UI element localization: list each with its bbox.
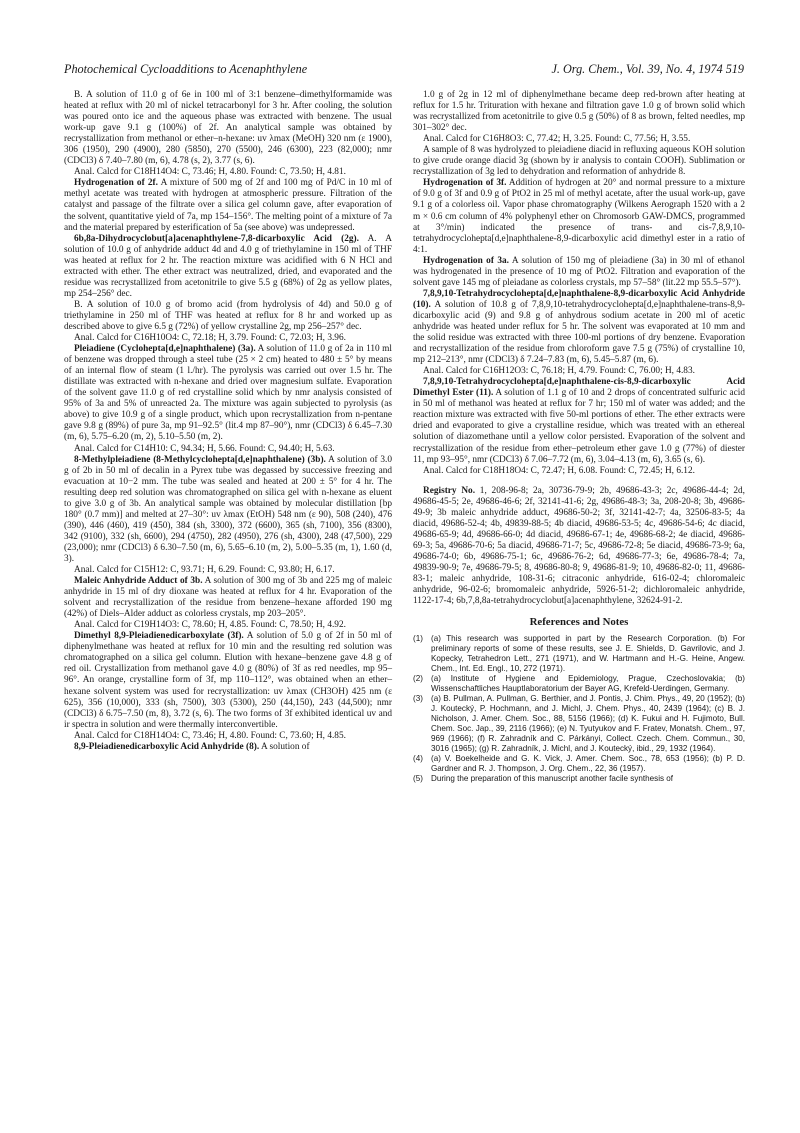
paragraph-text: B. A solution of 11.0 g of 6e in 100 ml of 3:1 benzene–dimethylformamide was heated at reflux with 20 ml of nickel tetracarbonyl for 3 hr. After cooling, the solution was poured onto ice and the aqueous phase was extracted with benzene. The usual work-up gave 9.1 g (100%) of 2f. An analytical sample was obtained by recrystallization from methanol or ether–n-hexane: uv λmax (MeOH) 320 nm (ε 1900), 306 (1950), 290 (4900), 280 (5850), 270 (5500), 246 (6300), 223 (82,000); nmr (CDCl3) δ 7.40–7.80 (m, 6), 4.78 (s, 2), 3.77 (s, 6).: [64, 90, 392, 167]
paragraph: [64, 333, 392, 344]
paragraph-heading: 7,8,9,10-Tetrahydrocyclohepta[d,e]naphthalene-8,9-dicarboxylic Acid Anhydride (10).: [413, 288, 745, 310]
paragraph-text: Addition of hydrogen at 20° and normal pressure to a mixture of 9.0 g of 3f and 0.9 g of PtO2 in 25 ml of methyl acetate, after the usual work-up, gave 9.1 g of a colorless oil. Vapor phase chromatography (Wilkens Aerograph 1520 with a 2 m × 0.6 cm column of 4% polyphenyl ether on Chromosorb GAW-DMCS, programmed at 3°/min) indicated the presence of trans- and cis-7,8,9,10-tetrahydrocyclohepta[d,e]naphthalene-8,9-dicarboxylic acid dimethyl ester in a ratio of 4:1.: [413, 178, 745, 255]
paragraph-text: A solution of 300 mg of 3b and 225 mg of maleic anhydride in 15 ml of dry dioxane was heated at reflux for 4 hr. Evaporation of the solvent and recrystallization of the residue from benzene–hexane afforded 190 mg (42%) of Diels–Alder adduct as colorless crystals, mp 203–205°.: [64, 576, 392, 620]
registry-lead: Registry No.: [423, 485, 476, 496]
paragraph-text: A solution of 150 mg of pleiadiene (3a) in 30 ml of ethanol was hydrogenated in the presence of 10 mg of PtO2. Filtration and evaporation of the solvent gave 145 mg of pleiadane as colorless crystals, mp 57–58° (lit.22 mp 55.5–57°).: [413, 255, 746, 288]
paragraph-heading: Maleic Anhydride Adduct of 3b.: [74, 576, 203, 587]
reference-text: (a) B. Pullman, A. Pullman, G. Berthier, and J. Pontis, J. Chim. Phys., 49, 20 (1952); (b) J. Koutecký, P. Hochmann, and J. Michl, J. Chem. Phys., 40, 2439 (1964); (c) B. J. Nicholson, J. Amer. Chem. Soc., 88, 5156 (1966); (d) K. Fukui and H. Fujimoto, Bull. Chem. Soc. Jap., 39, 2116 (1966); (e) N. Tyutyukov and F. Fratev, Monatsh. Chem., 97, 969 (1966); (f) R. Zahradník and C. Párkányi, Collect. Czech. Chem. Commun., 30, 3016 (1965); (g) R. Zahradník, J. Michl, and J. Koutecký, ibid., 29, 1932 (1964).: [431, 694, 745, 754]
paragraph-heading: Pleiadiene (Cyclohepta[d,e]naphthalene) (3a).: [74, 344, 256, 355]
paragraph: [413, 145, 745, 178]
paragraph-text: A solution of 1.1 g of 10 and 2 drops of concentrated sulfuric acid in 50 ml of methanol was heated at reflux for 7 hr; 150 ml of water was added; and the reaction mixture was extracted with five 50-ml portions of ether. The ether extracts were dried and evaporated to give a crystalline residue, which was treated with an ethereal solution of diazomethane until a yellow color persisted. Evaporation of the solvent and recrystallization of the residue from ether–petroleum ether gave 1.0 g (77%) of diester 11, mp 93–95°, nmr (CDCl3) δ 7.06–7.72 (m, 6), 3.04–4.13 (m, 6), 3.65 (s, 6).: [413, 388, 745, 465]
reference-text: (a) This research was supported in part by the Research Corporation. (b) For preliminary reports of some of these results, see J. E. Shields, D. Gavrilovic, and J. Kopecky, Tetrahedron Lett., 271 (1971), and W. Hartmann and H.-G. Heine, Angew. Chem., Int. Ed. Engl., 10, 272 (1971).: [431, 634, 745, 674]
reference-item: [413, 694, 745, 754]
paragraph-heading: Hydrogenation of 2f.: [74, 178, 158, 189]
reference-item: [413, 754, 745, 774]
paragraph: [64, 742, 392, 753]
paragraph: [64, 576, 392, 620]
reference-number: (2): [413, 674, 423, 684]
paragraph-heading: 6b,8a-Dihydrocyclobut[a]acenaphthylene-7,8-dicarboxylic Acid (2g).: [74, 233, 359, 244]
paragraph-text: A solution of: [259, 741, 310, 752]
references-list: [413, 634, 745, 784]
references-heading: References and Notes: [529, 616, 629, 629]
paragraph: [64, 565, 392, 576]
reference-number: (5): [413, 774, 423, 784]
paragraph: [64, 300, 392, 333]
reference-item: [413, 774, 745, 784]
reference-text: (a) V. Boekelheide and G. K. Vick, J. Amer. Chem. Soc., 78, 653 (1956); (b) P. D. Gardner and R. J. Thompson, J. Org. Chem., 22, 36 (1957).: [431, 754, 745, 774]
left-column: [64, 90, 392, 753]
paragraph: [64, 631, 392, 730]
reference-text: (a) Institute of Hygiene and Epidemiology, Prague, Czechoslovakia; (b) Wissenschaftliches Hauptlaboratorium der Bayer AG, Krefeld-Uerdingen, Germany.: [431, 674, 745, 694]
paragraph-text: Anal. Calcd for C16H10O4: C, 72.18; H, 3.79. Found: C, 72.03; H, 3.96.: [74, 333, 346, 344]
paragraph: [413, 377, 745, 465]
paragraph: [64, 344, 392, 443]
paragraph-text: Anal. Calcd for C16H8O3: C, 77.42; H, 3.25. Found: C, 77.56; H, 3.55.: [423, 134, 691, 145]
registry-numbers: [413, 486, 745, 608]
paragraph-text: 1.0 g of 2g in 12 ml of diphenylmethane became deep red-brown after heating at reflux for 1.5 hr. Trituration with hexane and filtration gave 1.0 g of brown solid which was recrystallized from acetonitrile to give 0.5 g (50%) of 8 as brown, felted needles, mp 301–302° dec.: [413, 90, 745, 134]
paragraph-heading: Hydrogenation of 3a.: [423, 255, 509, 266]
paragraph: [64, 90, 392, 167]
paragraph: [413, 366, 745, 377]
paragraph-text: A solution of 3.0 g of 2b in 50 ml of decalin in a Pyrex tube was degassed by successive freezing and evacuation at 10−2 mm. The tube was sealed and heated at 200 ± 5° for 4 hr. The resulting deep red solution was chromatographed on silica gel with n-hexane as eluent to give 3.0 g of 3b. An analytical sample was obtained by molecular distillation [bp 180° (0.7 mm)] and melted at 27–30°: uv λmax (EtOH) 548 nm (ε 90), 508 (240), 476 (390), 446 (460), 419 (450), 384 (sh, 3300), 372 (6600), 365 (sh, 7100), 356 (8300), 342 (9100), 332 (sh, 6600), 294 (4750), 282 (4950), 276 (sh, 4300), 248 (47,500), 229 (23,000); nmr (CDCl3) δ 6.30–7.50 (m, 6), 5.65–6.10 (m, 2), 5.00–5.35 (m, 1), 1.60 (d, 3).: [64, 454, 392, 564]
paragraph-heading: 7,8,9,10-Tetrahydrocyclohepta[d,e]naphthalene-cis-8,9-dicarboxylic Acid Dimethyl Ester (11).: [413, 377, 745, 399]
paragraph-text: Anal. Calcd for C16H12O3: C, 76.18; H, 4.79. Found: C, 76.00; H, 4.83.: [423, 366, 695, 377]
paragraph: [64, 178, 392, 233]
right-column: [413, 90, 745, 784]
paragraph: [413, 289, 745, 366]
paragraph-heading: 8,9-Pleiadienedicarboxylic Acid Anhydride (8).: [74, 741, 260, 752]
paragraph-text: B. A solution of 10.0 g of bromo acid (from hydrolysis of 4d) and 50.0 g of triethylamine in 250 ml of THF was heated at reflux for 8 hr and worked up as described above to give 6.5 g (72%) of yellow crystalline 2g, mp 256–257° dec.: [64, 299, 392, 332]
paragraph: [64, 234, 392, 300]
registry-text: 1, 208-96-8; 2a, 30736-79-9; 2b, 49686-43-3; 2c, 49686-44-4; 2d, 49686-45-5; 2e, 49686-46-6; 2f, 32141-41-6; 2g, 49686-48-3; 3a, 208-20-8; 3b, 49686-49-9; 3b maleic anhydride adduct, 49686-50-2; 3f, 32141-42-7; 4a, 32506-83-5; 4a diacid, 49686-52-4; 4b, 49839-88-5; 4b diacid, 49686-53-5; 4c, 49686-54-6; 4c diacid, 49686-65-9; 4d, 49686-66-0; 4d diacid, 49686-67-1; 4e, 49686-68-2; 4e diacid, 49686-69-3; 5a, 49686-70-6; 5a diacid, 49686-71-7; 5c, 49686-72-8; 5e diacid, 49686-73-9; 6a, 49686-74-0; 6b, 49686-75-1; 6c, 49686-76-2; 6d, 49686-77-3; 6e, 49686-78-4; 7a, 49839-90-9; 7e, 49686-79-5; 8, 49686-80-8; 9, 49686-81-9; 10, 49686-82-0; 11, 49686-83-1; maleic anhydride, 108-31-6; citraconic anhydride, 616-02-4; chloromaleic anhydride, 96-02-6; bromomaleic anhydride, 5926-51-2; dichloromaleic anhydride, 1122-17-4; 6b,7,8,8a-tetrahydrocyclobut[a]acenaphthylene, 32624-91-2.: [413, 485, 745, 607]
paragraph-text: A solution of 10.8 g of 7,8,9,10-tetrahydrocyclohepta[d,e]naphthalene-trans-8,9-dicarboxylic acid (9) and 9.8 g of anhydrous sodium acetate in 200 ml of acetic anhydride was heated under reflux for 5 hr. The solvent was evaporated at 10 mm and the solid residue was extracted with three 100-ml portions of dry benzene. Evaporation and recrystallization of the residue from chloroform gave 7.5 g (75%) of crystalline 10, mp 212–213°, nmr (CDCl3) δ 7.24–7.83 (m, 6), 5.45–5.87 (m, 6).: [413, 299, 745, 366]
paragraph-text: A solution of 11.0 g of 2a in 110 ml of benzene was dropped through a steel tube (25 × 2 cm) heated to 480 ± 5° by means of an internal flow of steam (1 l./hr). The pyrolysis was carried out over 1.5 hr. The distillate was extracted with n-hexane and dried over magnesium sulfate. Evaporation of the solvent gave 11.0 g of red crystalline solid which by nmr analysis consisted of 95% of 3a and 5% of unreacted 2a. The mixture was again subjected to pyrolysis (as above) to give 10.9 g of a single product, which upon recrystallization from n-pentane gave 9.8 g (89%) of pure 3a, mp 91–92.5° (lit.4 mp 87–90°), nmr (CDCl3) δ 6.45–7.30 (m, 6), 5.75–6.20 (m, 2), 5.10–5.50 (m, 2).: [64, 344, 392, 443]
paragraph-text: A mixture of 500 mg of 2f and 100 mg of Pd/C in 10 ml of methyl acetate was treated with hydrogen at atmospheric pressure. Filtration of the catalyst and passage of the filtrate over a silica gel column gave, after evaporation of the solvent, quantitative yield of 7a, mp 154–156°. The melting point of a mixture of 7a and the material prepared by esterification of 5a (see above) was undepressed.: [64, 178, 392, 233]
paragraph-heading: Dimethyl 8,9-Pleiadienedicarboxylate (3f).: [74, 631, 244, 642]
paragraph-text: Anal. Calcd for C14H10: C, 94.34; H, 5.66. Found: C, 94.40; H, 5.63.: [74, 443, 335, 454]
paragraph-text: Anal. Calcd for C18H18O4: C, 72.47; H, 6.08. Found: C, 72.45; H, 6.12.: [423, 465, 695, 476]
paragraph: [413, 256, 745, 289]
journal-citation-page-number: J. Org. Chem., Vol. 39, No. 4, 1974 519: [551, 62, 744, 76]
reference-item: [413, 634, 745, 674]
reference-number: (4): [413, 754, 423, 764]
paragraph: [413, 90, 745, 134]
paragraph-text: A solution of 5.0 g of 2f in 50 ml of diphenylmethane was heated at reflux for 10 min and the resulting red solution was chromatographed on a silica gel column. Elution with hexane–benzene gave 4.8 g of red oil. Crystallization from methanol gave 4.0 g (80%) of 3f as red needles, mp 95–96°. An orange, crystalline form of 3f, mp 110–112°, was obtained when an ether–hexane solvent system was used for recrystallization: uv λmax (CH3OH) 425 nm (ε 625), 356 (10,000), 333 (sh, 7500), 303 (5300), 250 (44,150), 243 (44,500); nmr (CDCl3) δ 6.75–7.50 (m, 8), 3.72 (s, 6). The two forms of 3f exhibited identical uv and ir spectra in solution and were thermally interconvertible.: [64, 631, 393, 730]
paragraph: [413, 466, 745, 477]
paragraph: [64, 620, 392, 631]
paragraph: [64, 444, 392, 455]
reference-text: During the preparation of this manuscript another facile synthesis of: [431, 774, 674, 784]
right-column-paragraphs: [413, 90, 745, 477]
running-title: Photochemical Cycloadditions to Acenaphthylene: [64, 62, 308, 76]
paragraph: [413, 178, 745, 255]
paragraph-text: A sample of 8 was hydrolyzed to pleiadiene diacid in refluxing aqueous KOH solution to give crude orange diacid 3g (shown by ir analysis to contain COOH). Sublimation or recrystallization of 3g led to dehydration and reformation of anhydride 8.: [413, 145, 745, 178]
reference-number: (3): [413, 694, 423, 704]
paragraph: [64, 167, 392, 178]
paragraph: [413, 134, 745, 145]
reference-number: (1): [413, 634, 423, 644]
paragraph-heading: 8-Methylpleiadiene (8-Methylcyclohepta[d,e]naphthalene) (3b).: [74, 454, 326, 465]
paragraph-text: Anal. Calcd for C18H14O4: C, 73.46; H, 4.80. Found: C, 73.50; H, 4.81.: [74, 167, 346, 178]
paragraph-text: A. A solution of 10.0 g of anhydride adduct 4d and 4.0 g of triethylamine in 150 ml of THF was heated at reflux for 2 hr. The reaction mixture was acidified with 6 N HCl and extracted with ether. The ether extract was neutralized, dried, and evaporated and the residue was recrystallized from acetonitrile to give 5.5 g (68%) of 2g as yellow plates, mp 254–256° dec.: [64, 233, 392, 299]
paragraph: [64, 455, 392, 565]
paragraph: [64, 731, 392, 742]
paragraph-text: Anal. Calcd for C15H12: C, 93.71; H, 6.29. Found: C, 93.80; H, 6.17.: [74, 565, 335, 576]
reference-item: [413, 674, 745, 694]
running-head: [64, 62, 744, 80]
paragraph-heading: Hydrogenation of 3f.: [423, 178, 507, 189]
paragraph-text: Anal. Calcd for C19H14O3: C, 78.60; H, 4.85. Found: C, 78.50; H, 4.92.: [74, 620, 346, 631]
paragraph-text: Anal. Calcd for C18H14O4: C, 73.46; H, 4.80. Found: C, 73.60; H, 4.85.: [74, 730, 346, 741]
